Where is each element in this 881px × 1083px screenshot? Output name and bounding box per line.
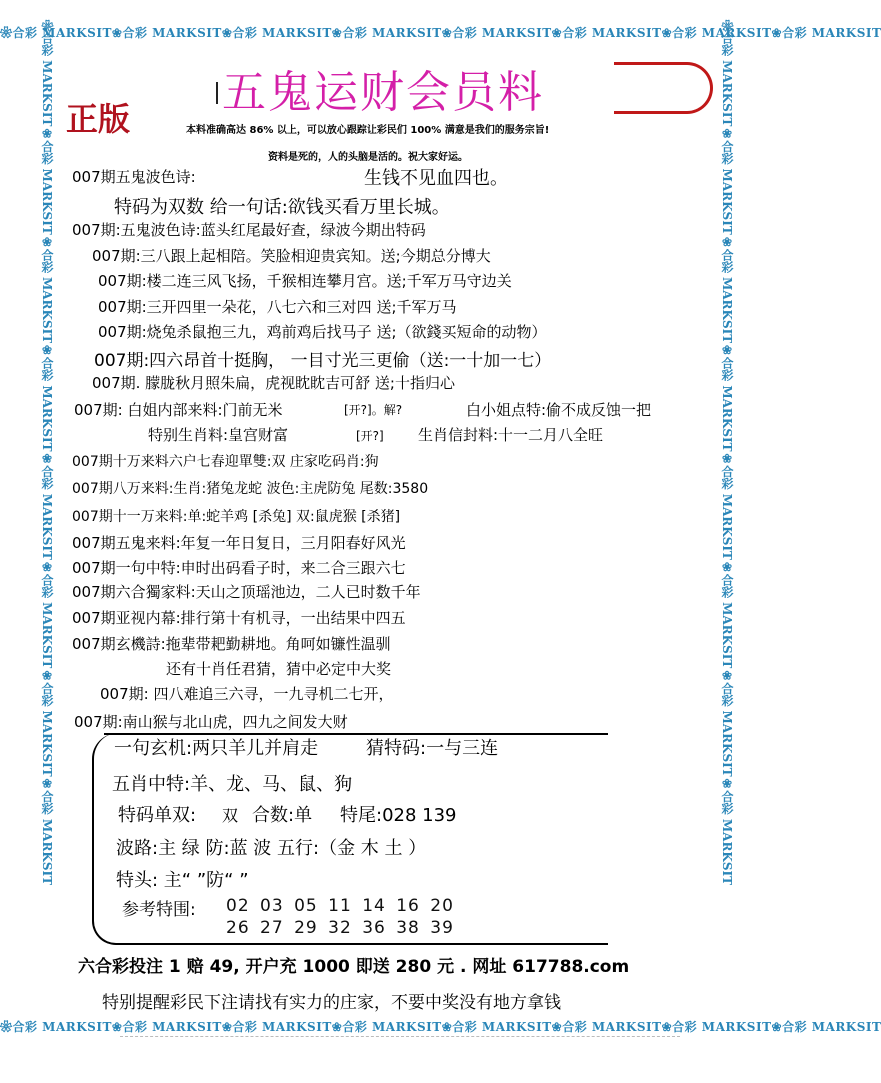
- line-13: 007期八万来料:生肖:猪兔龙蛇 波色:主虎防兔 尾数:3580: [72, 481, 429, 497]
- ref-num: 05: [294, 896, 318, 916]
- line-11c: 生肖信封料:十一二月八全旺: [418, 426, 604, 444]
- line-18: 007期亚视内幕:排行第十有机寻，一出结果中四五: [72, 609, 406, 627]
- line-6: 007期:三开四里一朵花，八七六和三对四 送;千军万马: [98, 298, 457, 316]
- box-odd-even-value: 双: [222, 806, 239, 825]
- line-16: 007期一句中特:申时出码看子时，来二合三跟六七: [72, 559, 406, 577]
- ref-num: 36: [362, 918, 386, 938]
- footer-divider: [120, 1036, 680, 1038]
- ref-num: 11: [328, 896, 352, 916]
- advert-line: 六合彩投注 1 赔 49, 开户充 1000 即送 280 元 . 网址 617788.com: [78, 957, 630, 977]
- title-cursor-bar: [216, 82, 218, 104]
- ref-num: 14: [362, 896, 386, 916]
- page-title: 五鬼运财会员料: [222, 67, 544, 118]
- line-2: 特码为双数 给一句话:欲钱买看万里长城。: [114, 197, 450, 218]
- line-4: 007期:三八跟上起相陪。笑脸相迎贵宾知。送;今期总分博大: [92, 247, 491, 265]
- line-22: 007期:南山猴与北山虎，四九之间发大财: [74, 713, 348, 731]
- line-9: 007期. 朦胧秋月照朱扁，虎视眈眈吉可舒 送;十指归心: [92, 374, 455, 392]
- red-brush-mark: [614, 62, 713, 114]
- box-head: 特头: 主“ ”防“ ”: [116, 870, 249, 891]
- ref-num: 02: [226, 896, 250, 916]
- box-odd-even-label: 特码单双:: [118, 805, 197, 826]
- line-7: 007期:烧兔杀鼠抱三九，鸡前鸡后找马子 送;（欲錢买短命的动物）: [98, 323, 547, 341]
- ref-num: 26: [226, 918, 250, 938]
- ref-num: 27: [260, 918, 284, 938]
- line-8: 007期:四六昂首十挺胸， 一目寸光三更偷（送:一十加一七）: [94, 351, 552, 371]
- box-reference-label: 参考特围:: [122, 900, 196, 920]
- line-1b: 生钱不见血四也。: [364, 168, 508, 189]
- ref-num: 32: [328, 918, 352, 938]
- line-10c: 白小姐点特:偷不成反蚀一把: [466, 401, 652, 419]
- slogan-accuracy: 本料准确高达 86% 以上，可以放心跟踪让彩民们 100% 满意是我们的服务宗旨!: [186, 125, 550, 136]
- box-reference-row1: [226, 896, 454, 916]
- line-12: 007期十万来料六户七春迎單雙:双 庄家吃码肖:狗: [72, 454, 379, 470]
- box-riddle: 一句玄机:两只羊儿并肩走: [114, 738, 319, 759]
- line-14: 007期十一万来料:单:蛇羊鸡 [杀兔] 双:鼠虎猴 [杀猪]: [72, 509, 401, 525]
- ref-num: 20: [430, 896, 454, 916]
- line-17: 007期六合獨家料:天山之顶瑶池边，二人已时数千年: [72, 583, 421, 601]
- line-10b: [开?]。解?: [344, 403, 403, 417]
- box-guess: 猜特码:一与三连: [366, 738, 499, 759]
- ref-num: 16: [396, 896, 420, 916]
- ref-num: 29: [294, 918, 318, 938]
- line-15: 007期五鬼来料:年复一年日复日，三月阳春好风光: [72, 534, 406, 552]
- genuine-badge: 正版: [66, 100, 131, 138]
- line-5: 007期:楼二连三风飞扬，千猴相连攀月宫。送;千军万马守边关: [98, 272, 512, 290]
- line-20: 还有十肖任君猜，猜中必定中大奖: [166, 660, 392, 678]
- warning-line: 特别提醒彩民下注请找有实力的庄家，不要中奖没有地方拿钱: [102, 993, 561, 1013]
- slogan-luck: 资料是死的，人的头脑是活的。祝大家好运。: [268, 152, 468, 163]
- line-21: 007期: 四八难追三六寻，一九寻机二七开，: [100, 685, 394, 703]
- border-left: ❀合彩 MARKSIT❀合彩 MARKSIT❀合彩 MARKSIT❀合彩 MARKSIT❀合彩 MARKSIT❀合彩 MARKSIT❀合彩 MARKSIT❀合彩 MARKSIT: [40, 20, 54, 886]
- border-bottom: ❀合彩 MARKSIT❀合彩 MARKSIT❀合彩 MARKSIT❀合彩 MARKSIT❀合彩 MARKSIT❀合彩 MARKSIT❀合彩 MARKSIT❀合彩 MARKSIT: [0, 1020, 881, 1034]
- line-3: 007期:五鬼波色诗:蓝头红尾最好查，绿波今期出特码: [72, 221, 426, 239]
- box-wave: 波路:主 绿 防:蓝 波 五行:（金 木 土 ）: [116, 838, 427, 859]
- box-reference-row2: [226, 918, 454, 938]
- border-right: ❀合彩 MARKSIT❀合彩 MARKSIT❀合彩 MARKSIT❀合彩 MARKSIT❀合彩 MARKSIT❀合彩 MARKSIT❀合彩 MARKSIT❀合彩 MARKSIT: [720, 20, 734, 886]
- border-top: ❀合彩 MARKSIT❀合彩 MARKSIT❀合彩 MARKSIT❀合彩 MARKSIT❀合彩 MARKSIT❀合彩 MARKSIT❀合彩 MARKSIT❀合彩 MARKSIT: [0, 26, 881, 40]
- line-11b: [开?]: [356, 429, 384, 443]
- ref-num: 03: [260, 896, 284, 916]
- box-five-zodiac: 五肖中特:羊、龙、马、鼠、狗: [112, 774, 353, 795]
- box-tail: 特尾:028 139: [340, 805, 457, 826]
- line-19: 007期玄機詩:拖辈带耙勤耕地。角呵如镰性温驯: [72, 635, 391, 653]
- line-11a: 特别生肖料:皇宫财富: [148, 426, 289, 444]
- box-sum: 合数:单: [252, 805, 313, 826]
- ref-num: 38: [396, 918, 420, 938]
- line-1a: 007期五鬼波色诗:: [72, 168, 196, 186]
- ref-num: 39: [430, 918, 454, 938]
- line-10a: 007期: 白姐内部来料:门前无米: [74, 401, 283, 419]
